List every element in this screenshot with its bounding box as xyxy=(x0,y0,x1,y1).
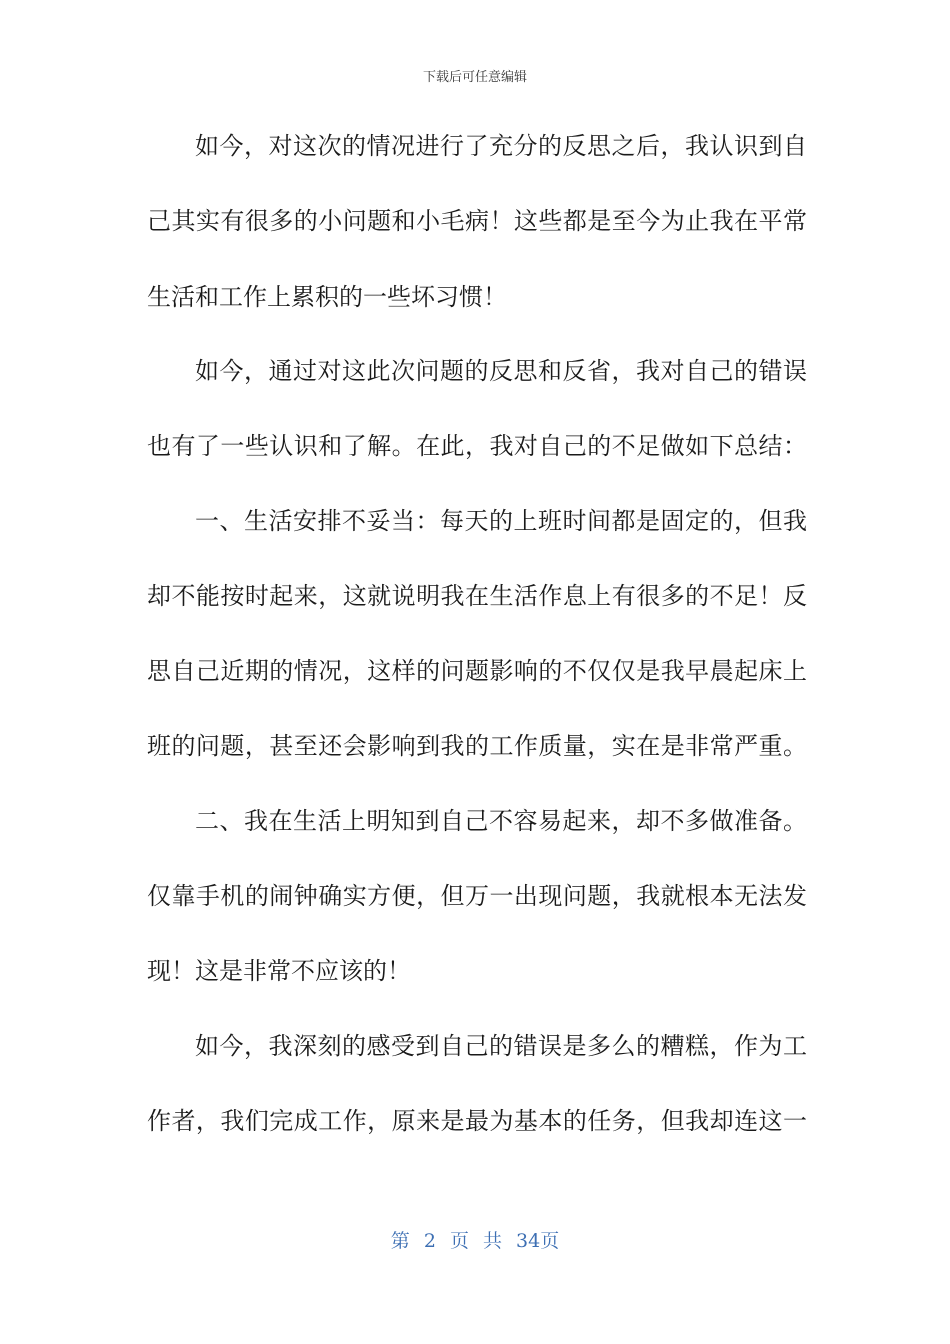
paragraph-line: 现！这是非常不应该的！ xyxy=(147,957,411,985)
paragraph-line: 如今，对这次的情况进行了充分的反思之后，我认识到自 xyxy=(195,132,807,160)
paragraph-line: 生活和工作上累积的一些坏习惯！ xyxy=(147,283,507,311)
paragraph-line: 二、我在生活上明知到自己不容易起来，却不多做准备。 xyxy=(195,807,807,835)
paragraph-line: 一、生活安排不妥当：每天的上班时间都是固定的，但我 xyxy=(195,507,807,535)
paragraph-line: 却不能按时起来，这就说明我在生活作息上有很多的不足！反 xyxy=(147,582,807,610)
page-footer: 第 2 页 共 34页 xyxy=(390,1230,560,1252)
paragraph-line: 己其实有很多的小问题和小毛病！这些都是至今为止我在平常 xyxy=(147,207,807,235)
paragraph-line: 仅靠手机的闹钟确实方便，但万一出现问题，我就根本无法发 xyxy=(147,882,807,910)
paragraph-line: 如今，通过对这此次问题的反思和反省，我对自己的错误 xyxy=(195,357,807,385)
paragraph-line: 如今，我深刻的感受到自己的错误是多么的糟糕，作为工 xyxy=(195,1032,807,1060)
paragraph-line: 班的问题，甚至还会影响到我的工作质量，实在是非常严重。 xyxy=(147,732,807,760)
paragraph-line: 思自己近期的情况，这样的问题影响的不仅仅是我早晨起床上 xyxy=(147,657,807,685)
page-header: 下载后可任意编辑 xyxy=(422,70,527,85)
paragraph-line: 作者，我们完成工作，原来是最为基本的任务，但我却连这一 xyxy=(147,1107,807,1135)
paragraph-line: 也有了一些认识和了解。在此，我对自己的不足做如下总结： xyxy=(147,432,807,460)
